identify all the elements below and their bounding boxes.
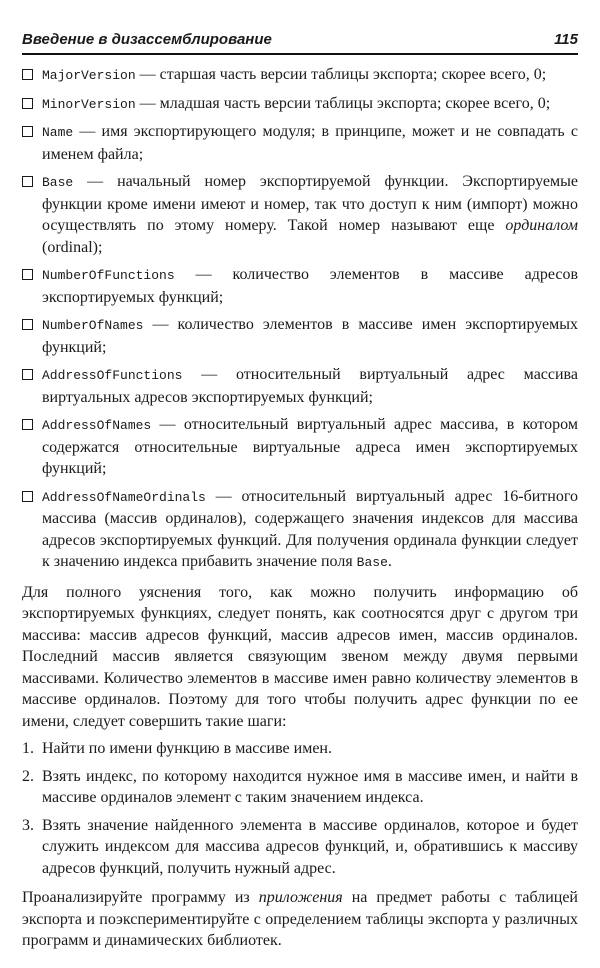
list-item [22,171,578,258]
step-text: Взять индекс, по которому находится нужное имя в массиве имен, и найти в массиве ординалов элемент с таким значением индекса. [42,767,578,806]
checkbox-bullet-icon [22,176,33,187]
field-description: — относительный виртуальный адрес 16-битного массива (массив ординалов), содержащего значения индексов для массива адресов экспортируемых функций. Для получения ординала функции следует к значению индекса прибавить значение поля [42,487,578,570]
closing-text: Проанализируйте программу из [22,889,259,906]
checkbox-bullet-icon [22,98,33,109]
list-item [22,93,578,116]
field-name: AddressOfFunctions [42,368,183,383]
checkbox-bullet-icon [22,491,33,502]
step-number: 1. [22,740,34,757]
field-name: Name [42,125,74,140]
field-description: — относительный виртуальный адрес массива, в котором содержатся относительные виртуальные адреса имен экспортируемых функций; [42,416,578,477]
checkbox-bullet-icon [22,69,33,80]
numbered-step [22,815,578,880]
list-item [22,264,578,308]
step-text: Найти по имени функцию в массиве имен. [42,740,332,757]
field-name: MajorVersion [42,68,136,83]
italic-term: приложения [258,889,343,906]
closing-text-end: на предмет работы с таблицей экспорта и поэкспериментируйте с определением таблицы экспорта у различных программ и динамических библиотек. [22,889,578,949]
numbered-step [22,766,578,809]
field-description-end: . [387,553,392,570]
field-name-inline: Base [356,555,388,570]
field-name: NumberOfFunctions [42,268,175,283]
field-description: — старшая часть версии таблицы экспорта; скорее всего, 0; [135,66,547,83]
field-name: NumberOfNames [42,318,144,333]
closing-paragraph [22,887,578,952]
step-number: 3. [22,816,34,834]
checkbox-bullet-icon [22,126,33,137]
list-item [22,414,578,480]
page-number: 115 [554,31,578,48]
field-name: AddressOfNames [42,418,152,433]
body-paragraph: Для полного уяснения того, как можно получить информацию об экспортируемых функциях, следует понять, как соотносятся друг с другом три массива: массив адресов функций, массив адресов имен, массив ординалов. Последний массив является связующим звеном между двумя первыми массивами. Количество элементов в массиве имен равно количеству элементов в массиве ординалов. Поэтому для того чтобы получить адрес функции по ее имени, следует совершить такие шаги: [22,583,578,730]
list-item [22,486,578,574]
page-body [22,64,578,968]
checkbox-bullet-icon [22,269,33,280]
field-name: Base [42,175,74,190]
checkbox-bullet-icon [22,369,33,380]
field-description: — количество элементов в массиве адресов экспортируемых функций; [42,266,578,306]
page-header [22,31,578,55]
list-item [22,314,578,358]
field-description: — младшая часть версии таблицы экспорта; скорее всего, 0; [135,94,551,112]
checkbox-bullet-icon [22,319,33,330]
running-title: Введение в дизассемблирование [22,31,272,48]
list-item [22,364,578,408]
field-name: MinorVersion [42,96,136,112]
step-number: 2. [22,767,34,785]
field-description: — имя экспортирующего модуля; в принципе, может и не совпадать с именем файла; [42,123,578,163]
field-description-end: (ordinal); [42,238,103,256]
italic-term: ординалом [505,217,578,234]
list-item [22,121,578,165]
list-item [22,64,578,87]
field-description: — относительный виртуальный адрес массива виртуальных адресов экспортируемых функций; [42,366,578,406]
field-name: AddressOfNameOrdinals [42,489,206,505]
numbered-step [22,738,578,760]
field-description: — количество элементов в массиве имен экспортируемых функций; [42,316,578,356]
checkbox-bullet-icon [22,419,33,430]
field-description: — начальный номер экспортируемой функции. Экспортируемые функции кроме имени имеют и номер, так что доступ к ним (импорт) можно осуществлять по этому номеру. Такой номер называют еще [42,173,578,234]
step-text: Взять значение найденного элемента в массиве ординалов, которое и будет служить индексом для массива адресов функций, и, обратившись к массиву адресов функций, получить нужный адрес. [42,816,578,877]
